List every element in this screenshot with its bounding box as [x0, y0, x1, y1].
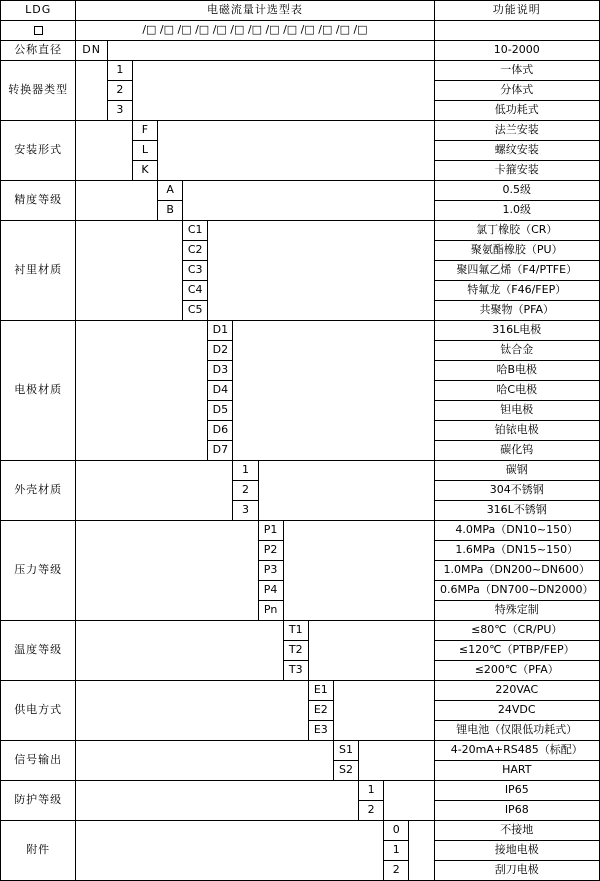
box-slash-group [76, 21, 434, 41]
code-power-3: E3 [308, 721, 333, 741]
code-housing-2: 2 [233, 481, 258, 501]
row-label-signal: 信号输出 [1, 741, 76, 781]
desc-housing-1: 碳钢 [434, 461, 600, 481]
desc-temperature-3: ≤200℃（PFA） [434, 661, 600, 681]
spacer-cell [76, 181, 158, 221]
desc-accuracy-1: 0.5级 [434, 181, 600, 201]
code-signal-1: S1 [333, 741, 358, 761]
spacer-cell [76, 681, 308, 741]
spacer-cell [308, 621, 434, 681]
code-accuracy-1: A [158, 181, 183, 201]
desc-mounting-2: 螺纹安装 [434, 141, 600, 161]
model-prefix-cell: LDG [1, 1, 76, 21]
desc-protection-1: IP65 [434, 781, 600, 801]
checkbox-icon [34, 26, 43, 35]
row-label-protection: 防护等级 [1, 781, 76, 821]
code-pressure-5: Pn [258, 601, 283, 621]
desc-power-3: 锂电池（仅限低功耗式） [434, 721, 600, 741]
code-converter-type-2: 2 [107, 81, 132, 101]
code-temperature-3: T3 [283, 661, 308, 681]
spacer-cell [76, 121, 133, 181]
code-protection-2: 2 [359, 801, 384, 821]
desc-header-cell: 功能说明 [434, 1, 600, 21]
table-row-temperature-1 [1, 621, 600, 641]
table-row-converter-type-1 [1, 61, 600, 81]
desc-accessory-1: 不接地 [434, 821, 600, 841]
spacer-cell [76, 321, 208, 461]
table-row-pressure-1 [1, 521, 600, 541]
desc-signal-1: 4-20mA+RS485（标配） [434, 741, 600, 761]
desc-accuracy-2: 1.0级 [434, 201, 600, 221]
desc-protection-2: IP68 [434, 801, 600, 821]
code-converter-type-1: 1 [107, 61, 132, 81]
box-cell-first [1, 21, 76, 41]
spacer-cell [76, 741, 334, 781]
spacer-cell [258, 461, 434, 521]
code-accessory-3: 2 [384, 861, 409, 881]
code-electrode-3: D3 [208, 361, 233, 381]
table-row-nominal-diameter [1, 41, 600, 61]
table-row-electrode-1 [1, 321, 600, 341]
table-title-cell: 电磁流量计选型表 [76, 1, 434, 21]
spacer-cell [158, 121, 434, 181]
code-temperature-1: T1 [283, 621, 308, 641]
desc-converter-type-2: 分体式 [434, 81, 600, 101]
desc-power-1: 220VAC [434, 681, 600, 701]
table-row-accessory-1 [1, 821, 600, 841]
spacer-cell [183, 181, 434, 221]
desc-blank-cell [434, 21, 600, 41]
desc-electrode-3: 哈B电极 [434, 361, 600, 381]
row-label-electrode: 电极材质 [1, 321, 76, 461]
desc-temperature-2: ≤120℃（PTBP/FEP） [434, 641, 600, 661]
code-accessory-2: 1 [384, 841, 409, 861]
spacer-cell [76, 521, 258, 621]
table-row-lining-1 [1, 221, 600, 241]
code-housing-3: 3 [233, 501, 258, 521]
desc-mounting-3: 卡箍安装 [434, 161, 600, 181]
row-label-housing: 外壳材质 [1, 461, 76, 521]
code-accuracy-2: B [158, 201, 183, 221]
desc-pressure-2: 1.6MPa（DN15~150） [434, 541, 600, 561]
spacer-cell [359, 741, 434, 781]
spacer-cell [333, 681, 434, 741]
code-lining-3: C3 [183, 261, 208, 281]
spacer-cell [76, 781, 359, 821]
row-label-power: 供电方式 [1, 681, 76, 741]
code-electrode-6: D6 [208, 421, 233, 441]
code-power-1: E1 [308, 681, 333, 701]
code-mounting-3: K [132, 161, 157, 181]
desc-converter-type-3: 低功耗式 [434, 101, 600, 121]
desc-temperature-1: ≤80℃（CR/PU） [434, 621, 600, 641]
code-power-2: E2 [308, 701, 333, 721]
code-mounting-1: F [132, 121, 157, 141]
code-lining-4: C4 [183, 281, 208, 301]
row-label-mounting: 安装形式 [1, 121, 76, 181]
row-label-pressure: 压力等级 [1, 521, 76, 621]
spacer-cell [76, 461, 233, 521]
desc-pressure-3: 1.0MPa（DN200~DN600） [434, 561, 600, 581]
spacer-cell [233, 321, 434, 461]
desc-accessory-3: 刮刀电极 [434, 861, 600, 881]
table-row-mounting-1 [1, 121, 600, 141]
code-electrode-4: D4 [208, 381, 233, 401]
code-lining-5: C5 [183, 301, 208, 321]
code-mounting-2: L [132, 141, 157, 161]
table-row-accuracy-1 [1, 181, 600, 201]
code-converter-type-3: 3 [107, 101, 132, 121]
code-pressure-4: P4 [258, 581, 283, 601]
desc-signal-2: HART [434, 761, 600, 781]
code-housing-1: 1 [233, 461, 258, 481]
spacer-cell [76, 61, 107, 121]
code-electrode-7: D7 [208, 441, 233, 461]
row-label-accuracy: 精度等级 [1, 181, 76, 221]
row-label-nominal-diameter: 公称直径 [1, 41, 76, 61]
desc-lining-3: 聚四氟乙烯（F4/PTFE） [434, 261, 600, 281]
table-title-row [1, 1, 600, 21]
code-accessory-1: 0 [384, 821, 409, 841]
row-label-lining: 衬里材质 [1, 221, 76, 321]
table-row-housing-1 [1, 461, 600, 481]
spacer-cell [76, 621, 283, 681]
desc-electrode-5: 钽电极 [434, 401, 600, 421]
desc-pressure-4: 0.6MPa（DN700~DN2000） [434, 581, 600, 601]
desc-housing-3: 316L不锈钢 [434, 501, 600, 521]
code-electrode-1: D1 [208, 321, 233, 341]
desc-nominal-diameter: 10-2000 [434, 41, 600, 61]
desc-lining-4: 特氟龙（F46/FEP） [434, 281, 600, 301]
desc-housing-2: 304不锈钢 [434, 481, 600, 501]
desc-power-2: 24VDC [434, 701, 600, 721]
desc-converter-type-1: 一体式 [434, 61, 600, 81]
desc-electrode-7: 碳化钨 [434, 441, 600, 461]
code-protection-1: 1 [359, 781, 384, 801]
code-signal-2: S2 [333, 761, 358, 781]
code-lining-1: C1 [183, 221, 208, 241]
code-dn: DN [76, 41, 107, 61]
desc-electrode-2: 钛合金 [434, 341, 600, 361]
desc-pressure-5: 特殊定制 [434, 601, 600, 621]
desc-electrode-4: 哈C电极 [434, 381, 600, 401]
desc-electrode-1: 316L电极 [434, 321, 600, 341]
slash-box-sequence: /□ /□ /□ /□ /□ /□ /□ /□ /□ /□ /□ /□ /□ [142, 23, 368, 37]
desc-lining-5: 共聚物（PFA） [434, 301, 600, 321]
code-boxes-row [1, 21, 600, 41]
desc-pressure-1: 4.0MPa（DN10~150） [434, 521, 600, 541]
code-lining-2: C2 [183, 241, 208, 261]
spacer-cell [107, 41, 434, 61]
desc-electrode-6: 铂铱电极 [434, 421, 600, 441]
code-pressure-3: P3 [258, 561, 283, 581]
code-electrode-2: D2 [208, 341, 233, 361]
desc-mounting-1: 法兰安装 [434, 121, 600, 141]
spacer-cell [132, 61, 434, 121]
table-row-signal-1 [1, 741, 600, 761]
desc-lining-2: 聚氨酯橡胶（PU） [434, 241, 600, 261]
row-label-accessory: 附件 [1, 821, 76, 881]
spacer-cell [76, 221, 183, 321]
table-row-power-1 [1, 681, 600, 701]
spacer-cell [76, 821, 384, 881]
code-pressure-2: P2 [258, 541, 283, 561]
code-electrode-5: D5 [208, 401, 233, 421]
spacer-cell [283, 521, 434, 621]
row-label-converter-type: 转换器类型 [1, 61, 76, 121]
spacer-cell [384, 781, 434, 821]
desc-lining-1: 氯丁橡胶（CR） [434, 221, 600, 241]
code-pressure-1: P1 [258, 521, 283, 541]
desc-accessory-2: 接地电极 [434, 841, 600, 861]
spacer-cell [409, 821, 434, 881]
spacer-cell [208, 221, 434, 321]
table-row-protection-1 [1, 781, 600, 801]
code-temperature-2: T2 [283, 641, 308, 661]
row-label-temperature: 温度等级 [1, 621, 76, 681]
